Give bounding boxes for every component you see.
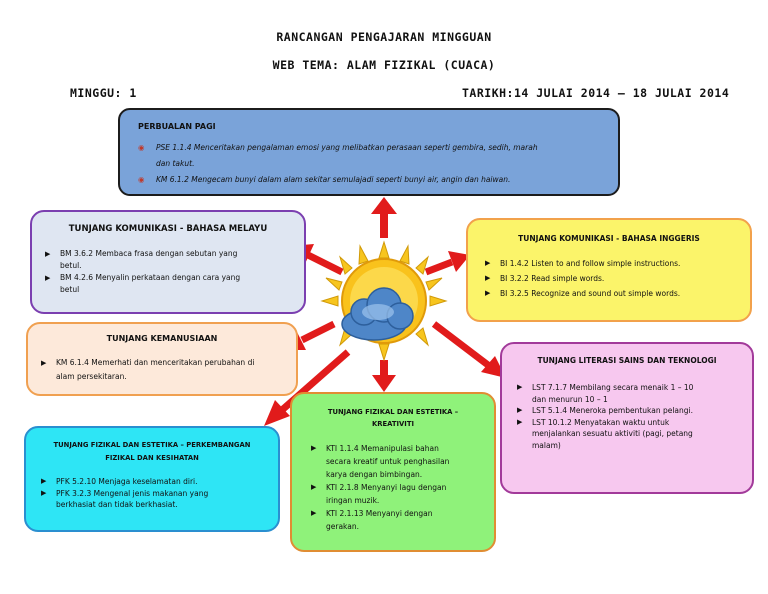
bahasa-inggeris-title: TUNJANG KOMUNIKASI - BAHASA INGGERIS <box>518 234 700 243</box>
list-item: ▶ KM 6.1.4 Memerhati dan menceritakan perubahan di alam persekitaran. <box>56 356 296 384</box>
list-item: ▶ LST 10.1.2 Menyatakan waktu untuk menjalankan sesuatu aktiviti (pagi, petang malam) <box>532 417 752 452</box>
sun-cloud-icon <box>318 240 450 362</box>
list-item: ▶ PFK 3.2.3 Mengenal jenis makanan yang berkhasiat dan tidak berkhasiat. <box>56 488 276 511</box>
arrow-up <box>371 197 397 238</box>
arrow-down <box>372 360 396 392</box>
kemanusiaan-box <box>26 322 298 396</box>
list-item: ◉ KM 6.1.2 Mengecam bunyi dalam alam sekitar semulajadi seperti bunyi air, angin dan haiwan. <box>134 172 604 188</box>
kreativiti-box <box>290 392 496 552</box>
list-item: ▶ KTI 1.1.4 Memanipulasi bahan secara kreatif untuk penghasilan karya dengan bimbingan. <box>326 442 491 481</box>
week-label: MINGGU: 1 <box>70 86 137 100</box>
target-bullet-icon: ◉ <box>138 143 145 152</box>
list-item: ▶ KTI 2.1.13 Menyanyi dengan gerakan. <box>326 507 491 533</box>
kemanusiaan-title: TUNJANG KEMANUSIAAN <box>106 334 218 343</box>
list-item: ◉ PSE 1.1.4 Menceritakan pengalaman emosi yang melibatkan perasaan seperti gembira, sedih, marah dan takut. <box>134 140 604 172</box>
bahasa-melayu-title: TUNJANG KOMUNIKASI - BAHASA MELAYU <box>68 224 268 234</box>
list-item: ▶ PFK 5.2.10 Menjaga keselamatan diri. <box>56 476 276 488</box>
literasi-sains-title: TUNJANG LITERASI SAINS DAN TEKNOLOGI <box>537 356 717 365</box>
list-item: ▶ BI 3.2.2 Read simple words. <box>500 271 750 286</box>
list-item: ▶ LST 5.1.4 Meneroka pembentukan pelangi. <box>532 405 752 417</box>
date-label: TARIKH:14 JULAI 2014 – 18 JULAI 2014 <box>462 86 730 100</box>
list-item: ▶ KTI 2.1.8 Menyanyi lagu dengan iringan muzik. <box>326 481 491 507</box>
list-item: ▶ BM 4.2.6 Menyalin perkataan dengan cara yang betul <box>60 272 298 296</box>
perkembangan-fizikal-title: TUNJANG FIZIKAL DAN ESTETIKA – PERKEMBANGAN FIZIKAL DAN KESIHATAN <box>53 441 251 462</box>
list-item: ▶ BI 1.4.2 Listen to and follow simple instructions. <box>500 256 750 271</box>
literasi-sains-box <box>500 342 754 494</box>
bahasa-melayu-box <box>30 210 306 314</box>
list-item: ▶ BI 3.2.5 Recognize and sound out simple words. <box>500 286 750 301</box>
target-bullet-icon: ◉ <box>138 175 145 184</box>
kreativiti-title: TUNJANG FIZIKAL DAN ESTETIKA – KREATIVITI <box>327 408 459 428</box>
perbualan-pagi-box <box>118 108 620 196</box>
page-title: RANCANGAN PENGAJARAN MINGGUAN <box>276 30 492 44</box>
perkembangan-fizikal-box <box>24 426 280 532</box>
list-item: ▶ BM 3.6.2 Membaca frasa dengan sebutan yang betul. <box>60 248 298 272</box>
list-item: ▶ LST 7.1.7 Membilang secara menaik 1 – 10 dan menurun 10 – 1 <box>532 382 752 405</box>
theme-title: WEB TEMA: ALAM FIZIKAL (CUACA) <box>272 58 496 72</box>
bahasa-inggeris-box <box>466 218 752 322</box>
perbualan-pagi-title: PERBUALAN PAGI <box>138 122 216 131</box>
